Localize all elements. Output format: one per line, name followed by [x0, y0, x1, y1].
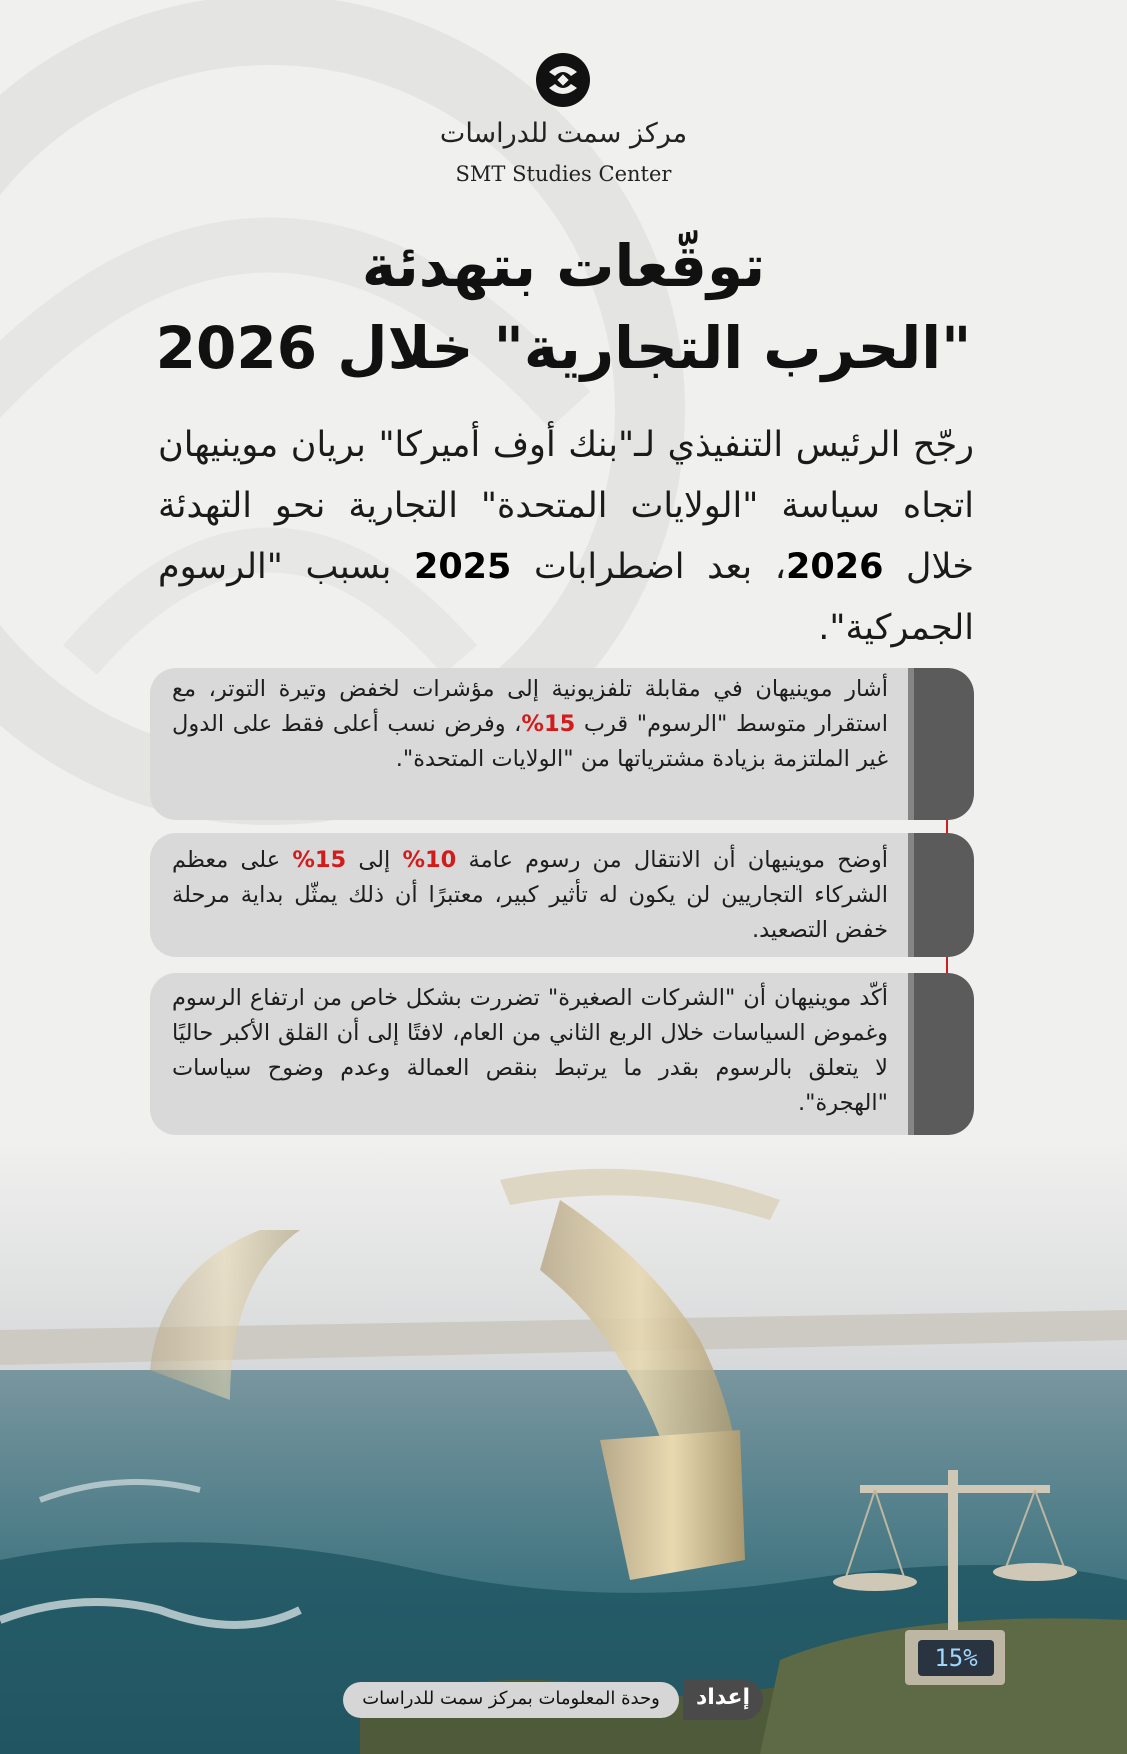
point-card-1	[150, 668, 974, 820]
point-text-3: أكّد موينيهان أن "الشركات الصغيرة" تضررت بشكل خاص من ارتفاع الرسوم وغموض السياسات خلال الربع الثاني من العام، لافتًا إلى أن القلق الأكبر حاليًا لا يتعلق بالرسوم بقدر ما يرتبط بنقص العمالة وعدم وضوح سياسات "الهجرة".	[172, 985, 888, 1116]
scale-display-value: 15%	[934, 1644, 978, 1672]
intro-year-2025: 2025	[413, 547, 512, 587]
smt-logo-icon	[535, 52, 591, 108]
footer-credit	[343, 1680, 763, 1720]
card-tab	[914, 833, 974, 957]
card-connector	[946, 957, 948, 973]
brand-name-english: SMT Studies Center	[455, 162, 672, 186]
intro-text-3: بسبب "الرسوم الجمركية".	[158, 547, 974, 648]
card-tab	[914, 668, 974, 820]
intro-year-2026: 2026	[786, 547, 884, 587]
footer-credit-text: وحدة المعلومات بمركز سمت للدراسات	[362, 1688, 660, 1709]
footer-label-text: إعداد	[695, 1685, 751, 1710]
point-text-2	[172, 843, 888, 948]
card-connector	[946, 820, 948, 833]
brand-name-arabic: مركز سمت للدراسات	[439, 118, 688, 149]
point-text-1	[172, 672, 888, 777]
point-2-text-c: على معظم الشركاء التجاريين لن يكون له تأثير كبير، معتبرًا أن ذلك يمثّل بداية مرحلة خفض التصعيد.	[172, 847, 888, 943]
point-1-text-a: أشار موينيهان في مقابلة تلفزيونية إلى مؤشرات لخفض وتيرة التوتر، مع استقرار متوسط "الرسوم" قرب	[172, 676, 888, 737]
point-2-text-b: إلى	[346, 847, 403, 873]
point-1-text-b: ، وفرض نسب أعلى فقط على الدول غير الملتزمة بزيادة مشترياتها من "الولايات المتحدة".	[172, 711, 888, 772]
point-2-highlight-2: 15%	[292, 847, 347, 873]
page-title-line-2: "الحرب التجارية" خلال 2026	[155, 314, 972, 382]
intro-text-1: رجّح الرئيس التنفيذي لـ"بنك أوف أميركا" بريان موينيهان اتجاه سياسة "الولايات المتحدة" التجارية نحو التهدئة خلال	[158, 425, 974, 587]
point-card-2	[150, 833, 974, 957]
scale-display	[918, 1640, 994, 1676]
page-title-line-1: توقّعات بتهدئة	[361, 232, 766, 300]
point-2-text-a: أوضح موينيهان أن الانتقال من رسوم عامة	[456, 847, 888, 873]
footer-credit-pill	[343, 1682, 679, 1718]
point-card-3	[150, 973, 974, 1135]
card-tab	[914, 973, 974, 1135]
intro-paragraph	[158, 415, 974, 659]
footer-label-badge	[683, 1680, 763, 1720]
intro-text-2: ، بعد اضطرابات	[511, 547, 787, 587]
point-2-highlight-1: 10%	[402, 847, 457, 873]
point-1-highlight: 15%	[521, 711, 576, 737]
